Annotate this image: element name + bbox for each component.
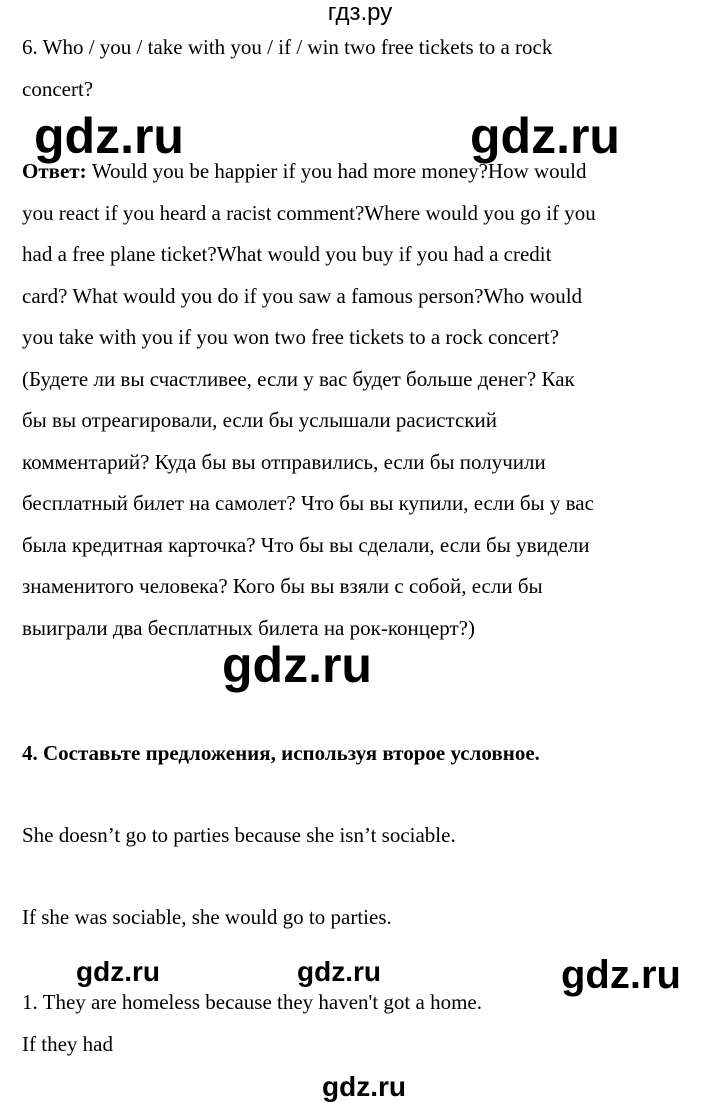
task-question: 6. Who / you / take with you / if / win two free tickets to a rock concert?: [22, 35, 553, 101]
exercise-item-1: 1. They are homeless because they haven't got a home. If they had: [22, 990, 482, 1056]
watermark-logo: gdz.ru: [297, 956, 381, 987]
example-conditional: If she was sociable, she would go to parties.: [22, 905, 392, 929]
site-header: гдз.ру: [327, 0, 393, 26]
answer-text: Would you be happier if you had more money?How would you react if you heard a racist comment?Where would you go if you had a free plane ticket?What would you buy if you had a credit card? What would you do if you saw a famous person?Who would you take with you if you won two free tickets to a rock concert? (Будете ли вы счастливее, если у вас будет больше денег? Как бы вы отреагировали, если бы услышали расистский комментарий? Куда бы вы отправились, если бы получили бесплатный билет на самолет? Что бы вы купили, если бы у вас была кредитная карточка? Что бы вы сделали, если бы увидели знаменитого человека? Кого бы вы взяли с собой, если бы выиграли два бесплатных билета на рок-концерт?): [22, 159, 596, 640]
watermark-logo: gdz.ru: [222, 637, 372, 693]
example-statement: She doesn’t go to parties because she isn’t sociable.: [22, 823, 456, 847]
watermark-logo: gdz.ru: [470, 108, 620, 164]
watermark-logo: gdz.ru: [76, 956, 160, 987]
watermark-logo: gdz.ru: [561, 953, 681, 997]
answer-block: [22, 151, 702, 649]
watermark-logo: gdz.ru: [34, 108, 184, 164]
exercise-heading: 4. Составьте предложения, используя второе условное.: [22, 741, 540, 765]
watermark-logo: gdz.ru: [322, 1071, 406, 1102]
answer-label: Ответ:: [22, 159, 87, 183]
